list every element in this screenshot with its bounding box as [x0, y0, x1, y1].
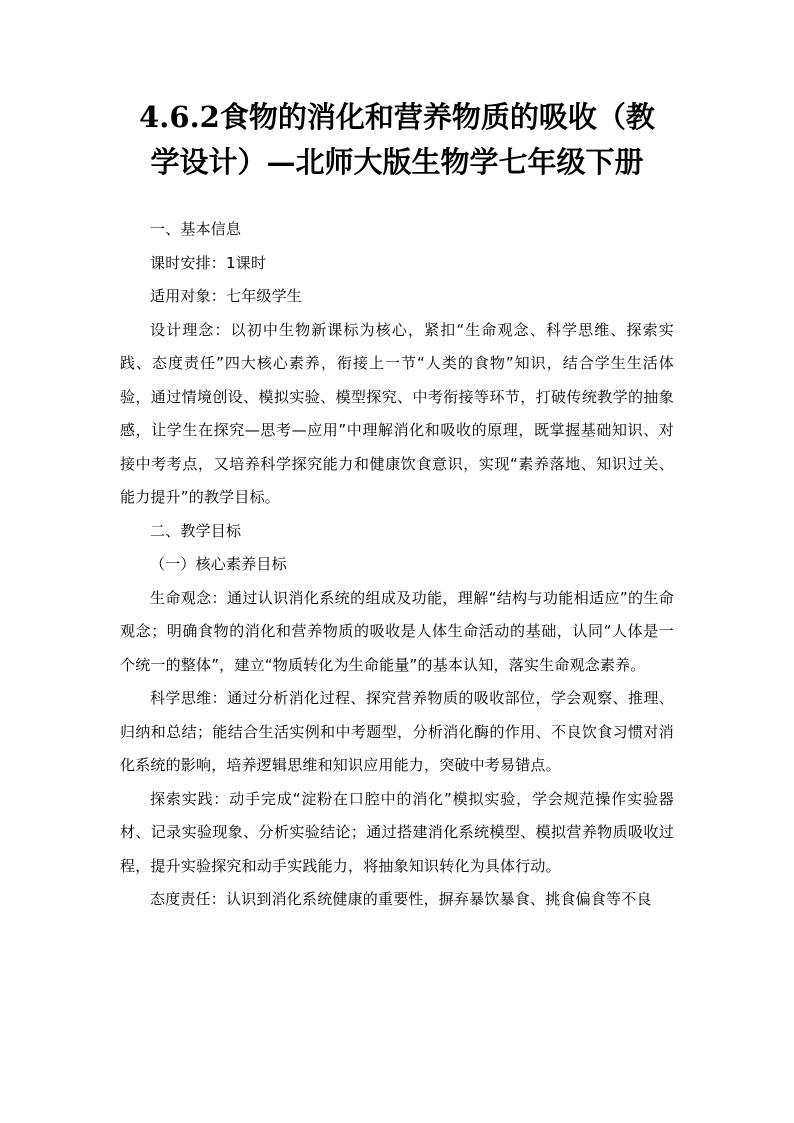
- objective-life-concept: 生命观念：通过认识消化系统的组成及功能，理解“结构与功能相适应”的生命观念；明确食物的消化和营养物质的吸收是人体生命活动的基础，认同“人体是一个统一的整体”，建立“物质转化为生命能量”的基本认知，落实生命观念素养。: [120, 588, 674, 674]
- section-heading-basic-info: 一、基本信息: [150, 220, 242, 238]
- target-students: 适用对象：七年级学生: [150, 287, 303, 305]
- objective-exploration-practice: 探索实践：动手完成“淀粉在口腔中的消化”模拟实验，学会规范操作实验器材、记录实验现象、分析实验结论；通过搭建消化系统模型、模拟营养物质吸收过程，提升实验探究和动手实践能力，将抽象知识转化为具体行动。: [120, 789, 674, 875]
- document-body: [120, 213, 674, 917]
- title-line-2: 学设计）—北师大版生物学七年级下册: [150, 145, 644, 179]
- section-heading-objectives: 二、教学目标: [150, 521, 242, 540]
- objective-scientific-thinking: 科学思维：通过分析消化过程、探究营养物质的吸收部位，学会观察、推理、归纳和总结；能结合生活实例和中考题型，分析消化酶的作用、不良饮食习惯对消化系统的影响，培养逻辑思维和知识应用能力，突破中考易错点。: [120, 689, 674, 774]
- class-hours: 课时安排：1课时: [150, 253, 267, 272]
- objective-attitude-responsibility: 态度责任：认识到消化系统健康的重要性，摒弃暴饮暴食、挑食偏食等不良: [150, 890, 652, 908]
- design-concept: 设计理念：以初中生物新课标为核心，紧扣“生命观念、科学思维、探索实践、态度责任”四大核心素养，衔接上一节“人类的食物”知识，结合学生生活体验，通过情境创设、模拟实验、模型探究、中考衔接等环节，打破传统教学的抽象感，让学生在探究—思考—应用”中理解消化和吸收的原理，既掌握基础知识、对接中考考点，又培养科学探究能力和健康饮食意识，实现“素养落地、知识过关、能力提升”的教学目标。: [120, 320, 674, 506]
- title-line-1: 4.6.2食物的消化和营养物质的吸收（教: [139, 100, 655, 134]
- subsection-heading-core-literacy: （一）核心素养目标: [150, 555, 287, 573]
- document-title: [120, 95, 674, 185]
